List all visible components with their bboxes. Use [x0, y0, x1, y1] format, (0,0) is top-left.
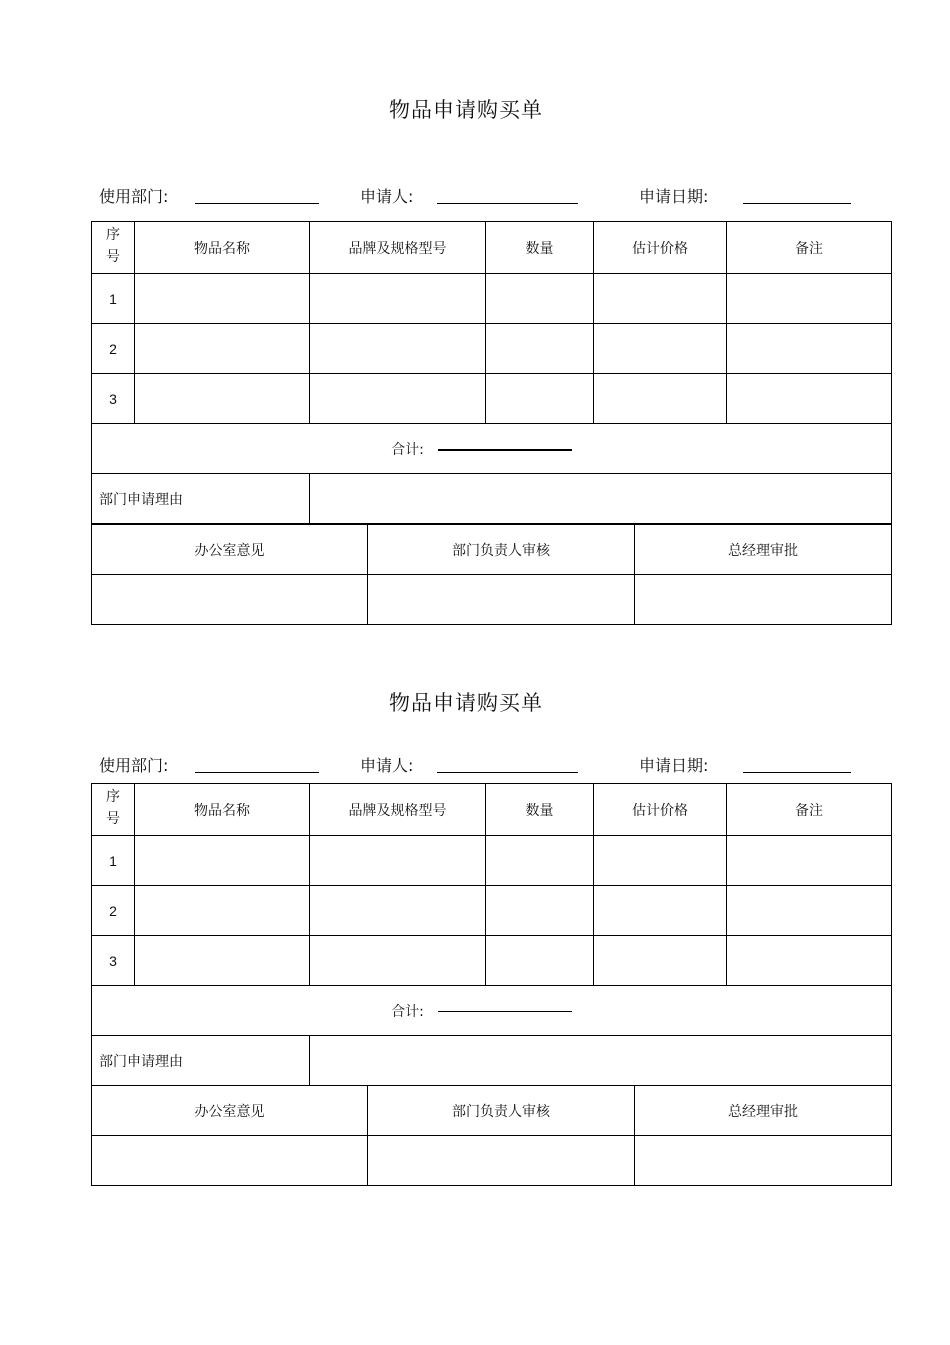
- qty-cell[interactable]: [486, 836, 594, 886]
- total-field[interactable]: [438, 1011, 572, 1012]
- approval-field-row: [92, 575, 892, 625]
- row-number: 1: [92, 274, 135, 324]
- brand-cell[interactable]: [310, 886, 486, 936]
- approval-field-row: [92, 1136, 892, 1186]
- approval-table: [91, 1085, 892, 1186]
- form-title: 物品申请购买单: [389, 98, 543, 122]
- total-group: [391, 1001, 572, 1021]
- dept-head-review-header: 部门负责人审核: [368, 1086, 635, 1136]
- note-cell[interactable]: [727, 274, 892, 324]
- gm-approval-header: 总经理审批: [635, 525, 892, 575]
- reason-label: 部门申请理由: [92, 1036, 310, 1086]
- dept-field[interactable]: [195, 772, 319, 773]
- reason-label: 部门申请理由: [92, 474, 310, 524]
- row-number: 2: [92, 324, 135, 374]
- office-opinion-field[interactable]: [92, 1136, 368, 1186]
- row-number: 3: [92, 936, 135, 986]
- brand-cell[interactable]: [310, 374, 486, 424]
- price-cell[interactable]: [594, 324, 727, 374]
- dept-label: 使用部门:: [99, 756, 169, 775]
- brand-header: 品牌及规格型号: [310, 784, 486, 836]
- item-name-cell[interactable]: [135, 274, 310, 324]
- brand-header: 品牌及规格型号: [310, 222, 486, 274]
- item-name-cell[interactable]: [135, 936, 310, 986]
- total-label: 合计:: [391, 441, 424, 458]
- row-number: 1: [92, 836, 135, 886]
- total-field[interactable]: [438, 449, 572, 451]
- qty-cell[interactable]: [486, 886, 594, 936]
- total-cell: [92, 424, 892, 474]
- price-header: 估计价格: [594, 222, 727, 274]
- form-info-row: [0, 753, 950, 777]
- total-group: [391, 439, 572, 459]
- office-opinion-field[interactable]: [92, 575, 368, 625]
- item-name-cell[interactable]: [135, 324, 310, 374]
- applicant-label: 申请人:: [360, 756, 414, 775]
- gm-approval-header: 总经理审批: [635, 1086, 892, 1136]
- row-number: 2: [92, 886, 135, 936]
- qty-cell[interactable]: [486, 936, 594, 986]
- dept-head-review-field[interactable]: [368, 1136, 635, 1186]
- form-info-row: [0, 184, 950, 208]
- qty-cell[interactable]: [486, 274, 594, 324]
- table-header-row: [92, 222, 892, 274]
- total-row: [92, 986, 892, 1036]
- dept-label: 使用部门:: [99, 187, 169, 206]
- seq-header: [92, 784, 135, 836]
- table-row: [92, 324, 892, 374]
- table-row: [92, 836, 892, 886]
- dept-field[interactable]: [195, 203, 319, 204]
- note-header: 备注: [727, 222, 892, 274]
- office-opinion-header: 办公室意见: [92, 1086, 368, 1136]
- price-cell[interactable]: [594, 936, 727, 986]
- qty-header: 数量: [486, 784, 594, 836]
- note-cell[interactable]: [727, 936, 892, 986]
- date-field[interactable]: [743, 203, 851, 204]
- note-cell[interactable]: [727, 324, 892, 374]
- items-table: [91, 783, 892, 1086]
- brand-cell[interactable]: [310, 836, 486, 886]
- price-cell[interactable]: [594, 886, 727, 936]
- approval-header-row: [92, 525, 892, 575]
- gm-approval-field[interactable]: [635, 575, 892, 625]
- name-header: 物品名称: [135, 222, 310, 274]
- row-number: 3: [92, 374, 135, 424]
- note-header: 备注: [727, 784, 892, 836]
- form-title: 物品申请购买单: [389, 691, 543, 715]
- seq-header-a: 序: [106, 789, 120, 805]
- dept-head-review-field[interactable]: [368, 575, 635, 625]
- table-row: [92, 886, 892, 936]
- total-cell: [92, 986, 892, 1036]
- approval-header-row: [92, 1086, 892, 1136]
- table-header-row: [92, 784, 892, 836]
- seq-header: [92, 222, 135, 274]
- date-label: 申请日期:: [639, 756, 709, 775]
- reason-row: [92, 1036, 892, 1086]
- qty-header: 数量: [486, 222, 594, 274]
- date-field[interactable]: [743, 772, 851, 773]
- note-cell[interactable]: [727, 886, 892, 936]
- office-opinion-header: 办公室意见: [92, 525, 368, 575]
- qty-cell[interactable]: [486, 324, 594, 374]
- table-row: [92, 374, 892, 424]
- item-name-cell[interactable]: [135, 886, 310, 936]
- brand-cell[interactable]: [310, 274, 486, 324]
- dept-head-review-header: 部门负责人审核: [368, 525, 635, 575]
- applicant-field[interactable]: [437, 203, 578, 204]
- seq-header-b: 号: [106, 811, 120, 827]
- item-name-cell[interactable]: [135, 374, 310, 424]
- qty-cell[interactable]: [486, 374, 594, 424]
- reason-row: [92, 474, 892, 524]
- seq-header-b: 号: [106, 249, 120, 265]
- brand-cell[interactable]: [310, 936, 486, 986]
- total-row: [92, 424, 892, 474]
- items-table: [91, 221, 892, 524]
- note-cell[interactable]: [727, 374, 892, 424]
- note-cell[interactable]: [727, 836, 892, 886]
- applicant-label: 申请人:: [360, 187, 414, 206]
- total-label: 合计:: [391, 1003, 424, 1020]
- price-cell[interactable]: [594, 836, 727, 886]
- price-cell[interactable]: [594, 374, 727, 424]
- brand-cell[interactable]: [310, 324, 486, 374]
- name-header: 物品名称: [135, 784, 310, 836]
- applicant-field[interactable]: [437, 772, 578, 773]
- reason-field[interactable]: [310, 474, 892, 524]
- reason-field[interactable]: [310, 1036, 892, 1086]
- gm-approval-field[interactable]: [635, 1136, 892, 1186]
- seq-header-a: 序: [106, 227, 120, 243]
- item-name-cell[interactable]: [135, 836, 310, 886]
- approval-table: [91, 524, 892, 625]
- table-row: [92, 274, 892, 324]
- price-header: 估计价格: [594, 784, 727, 836]
- price-cell[interactable]: [594, 274, 727, 324]
- date-label: 申请日期:: [639, 187, 709, 206]
- table-row: [92, 936, 892, 986]
